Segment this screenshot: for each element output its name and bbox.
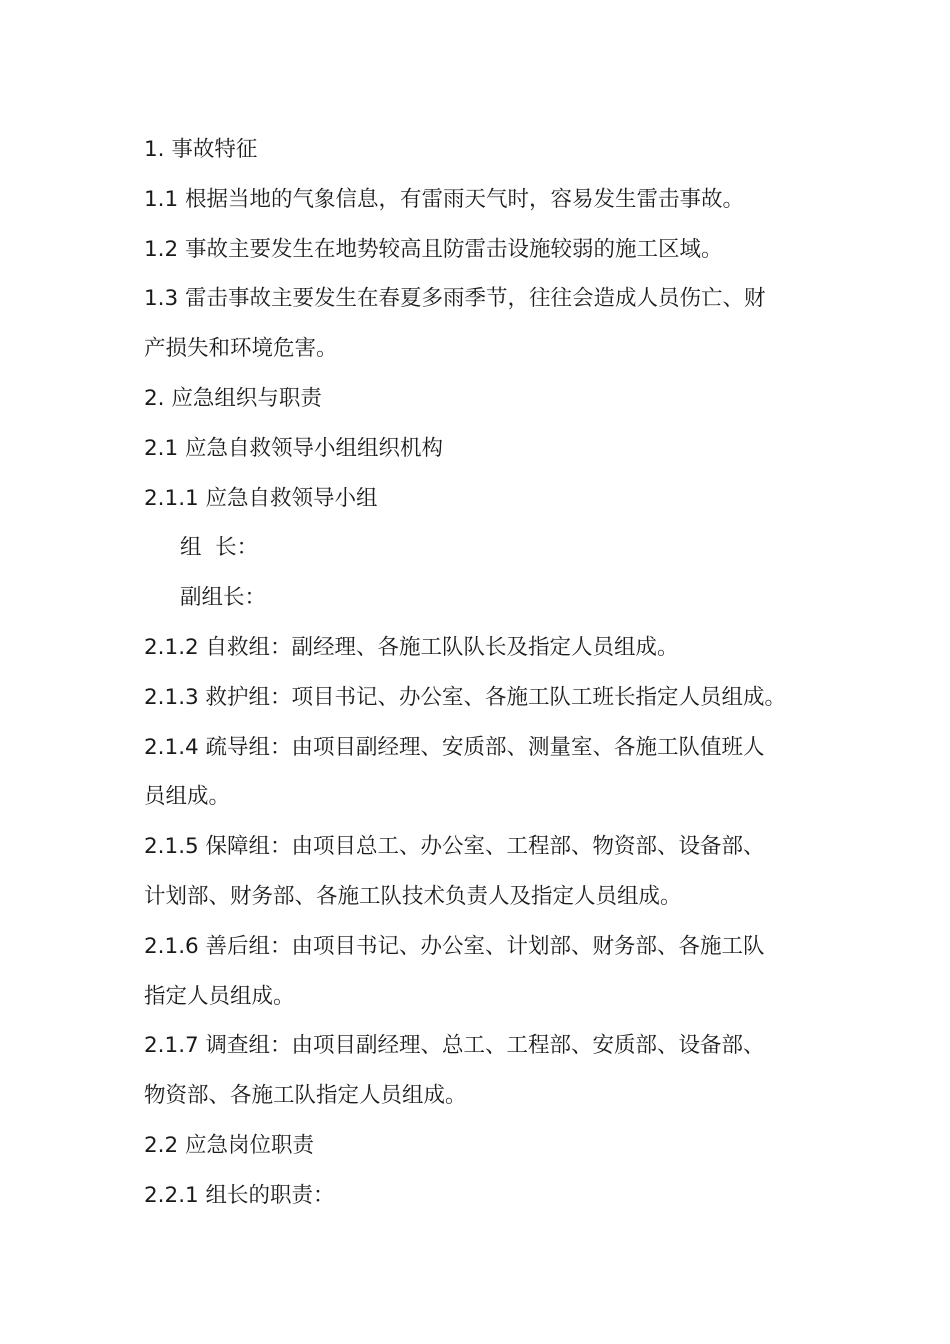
section-heading-1: 1. 事故特征 (144, 137, 258, 162)
paragraph-2-1-5: 2.1.5 保障组：由项目总工、办公室、工程部、物资部、设备部、 (144, 834, 765, 860)
paragraph-2-1-6: 2.1.6 善后组：由项目书记、办公室、计划部、财务部、各施工队 (144, 933, 765, 959)
paragraph-2-1-3: 2.1.3 救护组：项目书记、办公室、各施工队工班长指定人员组成。 (144, 684, 787, 710)
section-heading-2: 2. 应急组织与职责 (144, 385, 322, 411)
subheading-2-2: 2.2 应急岗位职责 (144, 1132, 315, 1158)
paragraph-1-1: 1.1 根据当地的气象信息，有雷雨天气时，容易发生雷击事故。 (144, 186, 745, 212)
paragraph-2-1-4-cont: 员组成。 (144, 784, 231, 810)
subheading-2-1-1: 2.1.1 应急自救领导小组 (144, 485, 378, 511)
subheading-2-2-1: 2.2.1 组长的职责： (144, 1182, 335, 1208)
paragraph-1-2: 1.2 事故主要发生在地势较高且防雷击设施较弱的施工区域。 (144, 236, 723, 262)
paragraph-1-3-cont: 产损失和环境危害。 (144, 336, 338, 362)
paragraph-1-3: 1.3 雷击事故主要发生在春夏多雨季节，往往会造成人员伤亡、财 (144, 286, 766, 312)
paragraph-2-1-6-cont: 指定人员组成。 (144, 983, 295, 1009)
paragraph-2-1-2: 2.1.2 自救组：副经理、各施工队队长及指定人员组成。 (144, 634, 679, 660)
leader-field: 组 长： (180, 535, 259, 561)
document-body (144, 125, 824, 1221)
paragraph-2-1-4: 2.1.4 疏导组：由项目副经理、安质部、测量室、各施工队值班人 (144, 734, 765, 760)
paragraph-2-1-7: 2.1.7 调查组：由项目副经理、总工、工程部、安质部、设备部、 (144, 1033, 765, 1059)
paragraph-2-1-5-cont: 计划部、财务部、各施工队技术负责人及指定人员组成。 (144, 883, 682, 909)
deputy-leader-field: 副组长： (180, 585, 267, 611)
subheading-2-1: 2.1 应急自救领导小组组织机构 (144, 435, 444, 461)
paragraph-2-1-7-cont: 物资部、各施工队指定人员组成。 (144, 1083, 467, 1109)
